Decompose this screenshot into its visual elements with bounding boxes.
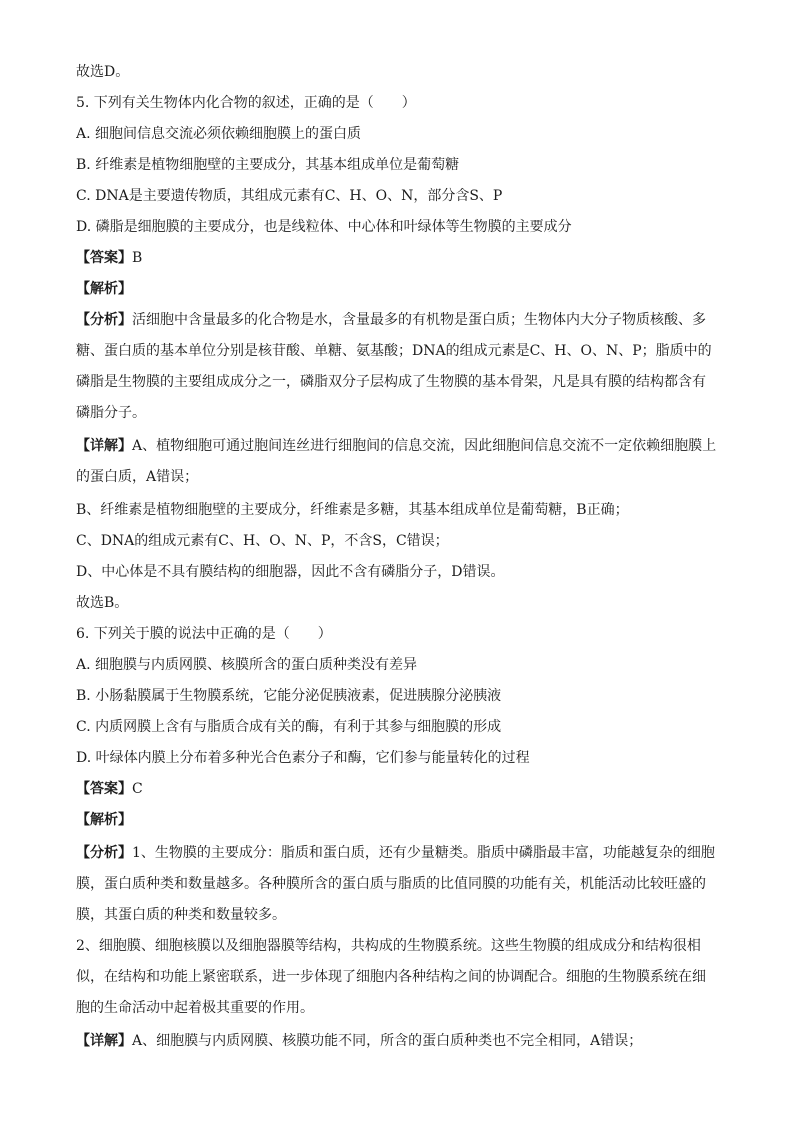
q5-xiangjie-tag: 【详解】 <box>76 438 132 454</box>
q5-conclusion: 故选B。 <box>76 595 129 611</box>
q5-answer-tag: 【答案】 <box>76 250 132 266</box>
q6-option-c: C. 内质网膜上含有与脂质合成有关的酶，有利于其参与细胞膜的形成 <box>76 719 502 735</box>
q5-fenxi-text: 活细胞中含量最多的化合物是水，含量最多的有机物是蛋白质；生物体内大分子物质核酸、多 <box>132 312 706 328</box>
q6-fenxi-line <box>76 843 726 863</box>
q5-stem: 5. 下列有关生物体内化合物的叙述，正确的是（ ） <box>76 95 416 111</box>
q5-xiangjie-line: 的蛋白质，A错误； <box>76 469 199 485</box>
q6-fenxi-line: 膜，其蛋白质的种类和数量较多。 <box>76 907 286 923</box>
q5-xiangjie-text: A、植物细胞可通过胞间连丝进行细胞间的信息交流，因此细胞间信息交流不一定依赖细胞膜上 <box>132 438 717 454</box>
q5-fenxi-line <box>76 310 726 330</box>
q6-xiangjie-text: A、细胞膜与内质网膜、核膜功能不同，所含的蛋白质种类也不完全相同，A错误； <box>132 1033 643 1049</box>
q6-fenxi-tag: 【分析】 <box>76 845 132 861</box>
q5-xiangjie-line: D、中心体是不具有膜结构的细胞器，因此不含有磷脂分子，D错误。 <box>76 564 505 580</box>
q5-xiangjie-line: B、纤维素是植物细胞壁的主要成分，纤维素是多糖，其基本组成单位是葡萄糖，B正确； <box>76 502 629 518</box>
q6-answer-tag: 【答案】 <box>76 781 132 797</box>
q6-stem: 6. 下列关于膜的说法中正确的是（ ） <box>76 626 332 642</box>
q6-fenxi-line: 膜，蛋白质种类和数量越多。各种膜所含的蛋白质与脂质的比值同膜的功能有关，机能活动比较旺盛的 <box>76 876 706 892</box>
q5-xiangjie-line <box>76 436 726 456</box>
q6-fenxi-line: 似，在结构和功能上紧密联系，进一步体现了细胞内各种结构之间的协调配合。细胞的生物膜系统在细 <box>76 969 706 985</box>
q5-fenxi-line: 糖、蛋白质的基本单位分别是核苷酸、单糖、氨基酸；DNA的组成元素是C、H、O、N、P；脂质中的 <box>76 343 712 359</box>
q5-fenxi-tag: 【分析】 <box>76 312 132 328</box>
q6-analysis-heading <box>76 810 726 830</box>
q6-answer <box>76 779 726 799</box>
q5-analysis-heading <box>76 279 726 299</box>
q5-option-c: C. DNA是主要遗传物质，其组成元素有C、H、O、N，部分含S、P <box>76 188 503 204</box>
q6-option-b: B. 小肠黏膜属于生物膜系统，它能分泌促胰液素，促进胰腺分泌胰液 <box>76 688 502 704</box>
q5-xiangjie-line: C、DNA的组成元素有C、H、O、N、P，不含S，C错误； <box>76 533 449 549</box>
q6-fenxi-line: 胞的生命活动中起着极其重要的作用。 <box>76 1000 314 1016</box>
q6-fenxi-text: 1、生物膜的主要成分：脂质和蛋白质，还有少量糖类。脂质中磷脂最丰富，功能越复杂的细胞 <box>132 845 715 861</box>
q6-option-a: A. 细胞膜与内质网膜、核膜所含的蛋白质种类没有差异 <box>76 657 418 673</box>
q5-option-b: B. 纤维素是植物细胞壁的主要成分，其基本组成单位是葡萄糖 <box>76 157 460 173</box>
q5-fenxi-line: 磷脂分子。 <box>76 405 146 421</box>
q5-option-d: D. 磷脂是细胞膜的主要成分，也是线粒体、中心体和叶绿体等生物膜的主要成分 <box>76 219 572 235</box>
q5-answer-value: B <box>132 250 143 266</box>
q6-answer-value: C <box>132 781 143 797</box>
prev-conclusion: 故选D。 <box>76 64 130 80</box>
q5-analysis-tag: 【解析】 <box>76 281 132 297</box>
q6-fenxi-line: 2、细胞膜、细胞核膜以及细胞器膜等结构，共构成的生物膜系统。这些生物膜的组成成分和结构很相 <box>76 938 701 954</box>
q5-option-a: A. 细胞间信息交流必须依赖细胞膜上的蛋白质 <box>76 126 362 142</box>
q6-option-d: D. 叶绿体内膜上分布着多种光合色素分子和酶，它们参与能量转化的过程 <box>76 750 530 766</box>
q6-xiangjie-tag: 【详解】 <box>76 1033 132 1049</box>
q5-fenxi-line: 磷脂是生物膜的主要组成成分之一，磷脂双分子层构成了生物膜的基本骨架，凡是具有膜的结构都含有 <box>76 374 706 390</box>
q6-analysis-tag: 【解析】 <box>76 812 132 828</box>
q6-xiangjie-line <box>76 1031 726 1051</box>
q5-answer <box>76 248 726 268</box>
